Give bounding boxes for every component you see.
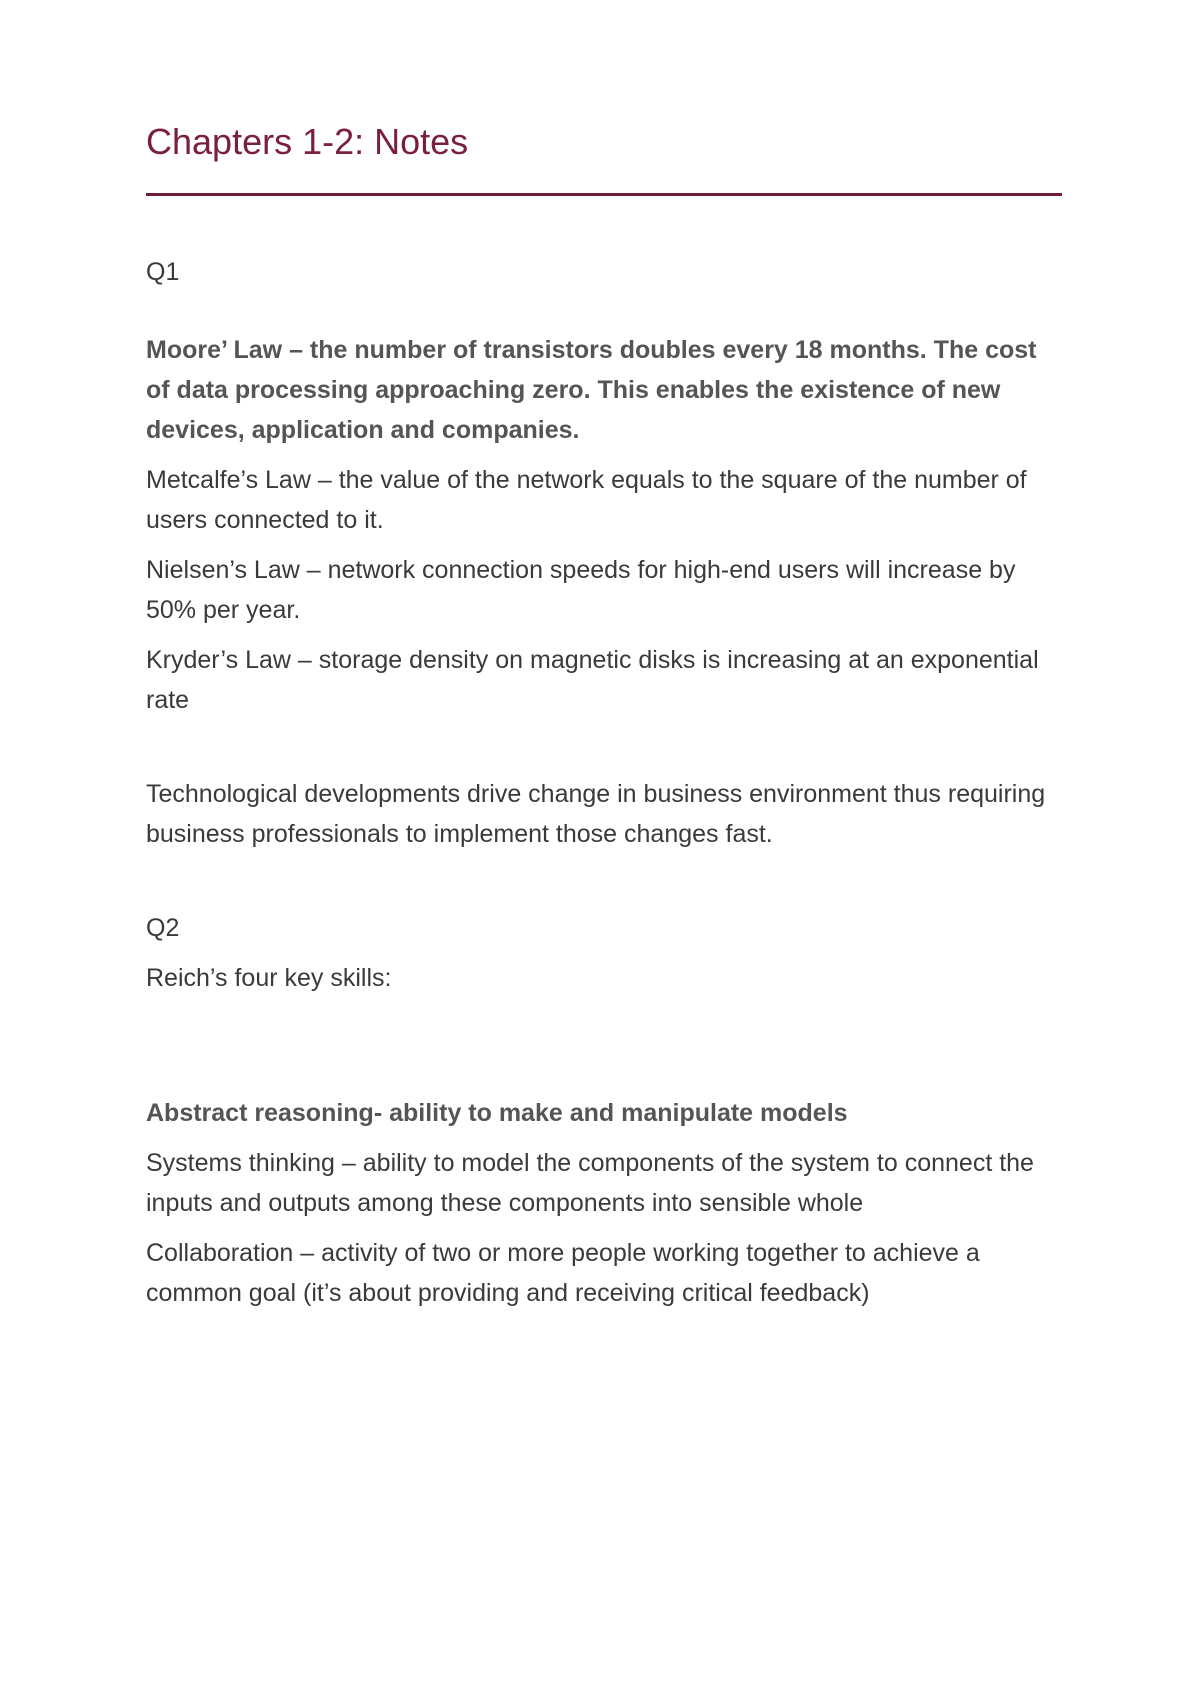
document-page — [146, 0, 1062, 1698]
q1-label: Q1 — [146, 258, 180, 286]
kryder-law-paragraph: Kryder’s Law – storage density on magnetic disks is increasing at an exponential rate — [146, 646, 1039, 714]
abstract-reasoning-paragraph: Abstract reasoning- ability to make and manipulate models — [146, 1099, 848, 1127]
q2-intro: Reich’s four key skills: — [146, 964, 392, 992]
document-body — [146, 252, 1062, 1323]
metcalfe-law-paragraph: Metcalfe’s Law – the value of the network equals to the square of the number of users connected to it. — [146, 466, 1027, 534]
systems-thinking-paragraph: Systems thinking – ability to model the components of the system to connect the inputs and outputs among these components into sensible whole — [146, 1149, 1034, 1217]
collaboration-paragraph: Collaboration – activity of two or more people working together to achieve a common goal (it’s about providing and receiving critical feedback) — [146, 1239, 980, 1307]
nielsen-law-paragraph: Nielsen’s Law – network connection speeds for high-end users will increase by 50% per year. — [146, 556, 1016, 624]
q2-label: Q2 — [146, 914, 180, 942]
q1-summary-paragraph: Technological developments drive change in business environment thus requiring business professionals to implement those changes fast. — [146, 780, 1046, 848]
title-divider — [146, 193, 1062, 196]
page-title: Chapters 1-2: Notes — [146, 121, 469, 162]
moore-law-paragraph: Moore’ Law – the number of transistors doubles every 18 months. The cost of data processing approaching zero. This enables the existence of new devices, application and companies. — [146, 336, 1037, 444]
